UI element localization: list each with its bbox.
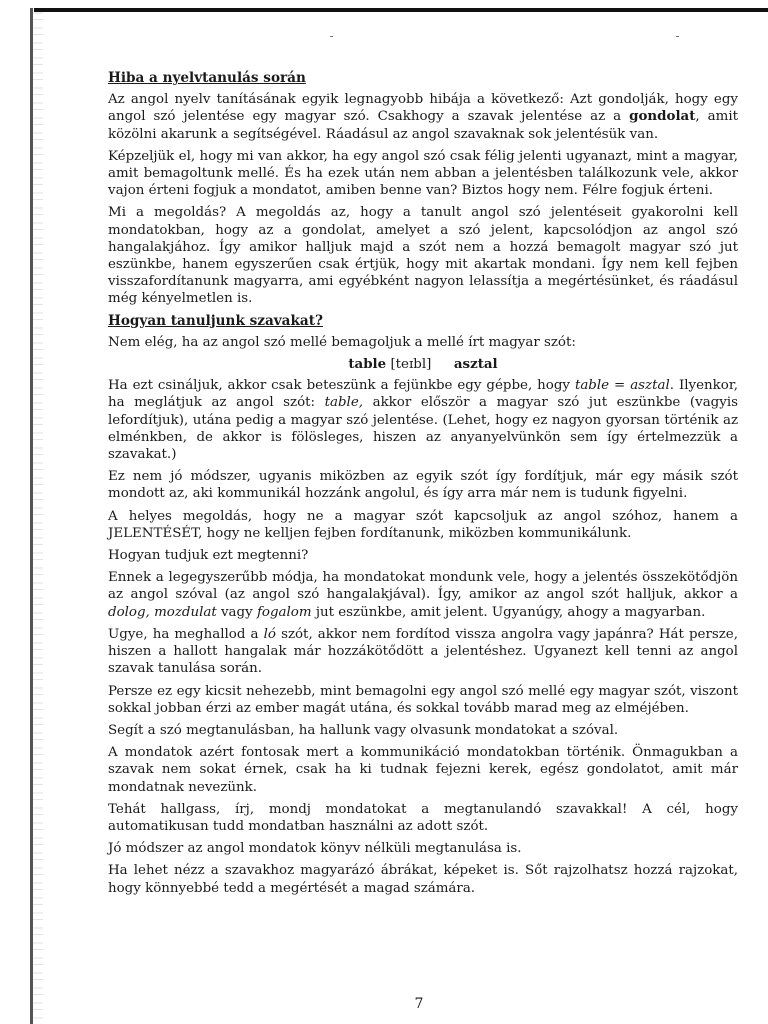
paragraph: Hogyan tudjuk ezt megtenni? xyxy=(108,548,309,564)
scan-edge-noise xyxy=(33,12,43,1024)
paragraph: A mondatok azért fontosak mert a kommunikáció mondatokban történik. Önmagukban a szavak nem sokat érnek, csak ha ki tudnak fejezni kerek, egész gondolatot, amit már mondatnak nevezünk. xyxy=(108,745,738,795)
text-run: akkor először a magyar szó jut eszünkbe (vagyis lefordítjuk), utána pedig a magyar szó jelentése. (Lehet, hogy ez nagyon gyorsan történik az elménkben, de akkor is fölösleges, hiszen az anyanyelvünkön sem így értelmezzük a szavakat.) xyxy=(108,395,738,463)
paragraph: Ha lehet nézz a szavakhoz magyarázó ábrákat, képeket is. Sőt rajzolhatsz hozzá rajzokat, hogy könnyebbé tedd a megértését a magad számára. xyxy=(108,863,738,896)
italic-term: table, xyxy=(324,395,364,411)
text-run: . Ilyenkor, ha meglátjuk az angol szót: xyxy=(108,378,738,411)
example-pronunciation: [teɪbl] xyxy=(390,357,432,373)
italic-term: table = asztal xyxy=(574,378,670,394)
italic-term: dolog, mozdulat xyxy=(108,604,217,620)
page-number: 7 xyxy=(414,996,424,1012)
text-run: Ugye, ha meghallod a xyxy=(108,626,264,642)
paragraph: Ez nem jó módszer, ugyanis miközben az egyik szót így fordítjuk, már egy másik szót mondott az, aki kommunikál hozzánk angolul, és így arra már nem is tudunk figyelni. xyxy=(108,469,738,502)
example-english-word: table xyxy=(348,356,387,373)
paragraph: Mi a megoldás? A megoldás az, hogy a tanult angol szó jelentéseit gyakorolni kell mondatokban, hogy az a gondolat, amelyet a szó jelent, kapcsolódjon az angol szó hangalakjához. Így amikor halljuk majd a szót nem a hozzá bemagolt magyar szó jut eszünkbe, hanem egyszerűen csak értjük, hogy mit akartak mondani. Így nem kell fejben visszafordítanunk magyarra, ami egyébként nagyon lelassítja a megértésünket, és ráadásul még kényelmetlen is. xyxy=(108,205,738,307)
paragraph: Jó módszer az angol mondatok könyv nélküli megtanulása is. xyxy=(108,841,522,857)
text-run: Az angol nyelv tanításának egyik legnagyobb hibája a következő: Azt gondolják, hogy egy angol szó jelentése egy magyar szó. Csakhogy a szavak jelentése az a xyxy=(108,92,738,125)
example-hungarian-word: asztal xyxy=(453,356,498,373)
document-page xyxy=(108,70,738,902)
scan-speck xyxy=(676,36,679,37)
section-heading: Hogyan tanuljunk szavakat? xyxy=(108,312,323,329)
bold-term: gondolat xyxy=(629,108,696,125)
text-run: , amit közölni akarunk a segítségével. Ráadásul az angol szavaknak sok jelentésük van. xyxy=(108,109,738,142)
text-run: jut eszünkbe, amit jelent. Ugyanúgy, ahogy a magyarban. xyxy=(311,604,706,620)
scan-speck xyxy=(330,36,333,37)
text-run: szót, akkor nem fordítod vissza angolra vagy japánra? Hát persze, hiszen a hallott hangalak már hozzákötődött a jelentéshez. Ugyanezt kell tenni az angol szavak tanulása során. xyxy=(108,626,738,677)
paragraph: Persze ez egy kicsit nehezebb, mint bemagolni egy angol szó mellé egy magyar szót, viszont sokkal jobban érzi az ember magát utána, és sokkal tovább marad meg az elméjében. xyxy=(108,683,738,716)
text-run: vagy xyxy=(216,604,257,620)
italic-term: fogalom xyxy=(256,604,312,620)
paragraph xyxy=(108,91,738,143)
paragraph: Tehát hallgass, írj, mondj mondatokat a megtanulandó szavakkal! A cél, hogy automatikusan tudd mondatban használni az adott szót. xyxy=(108,801,738,834)
paragraph: Nem elég, ha az angol szó mellé bemagoljuk a mellé írt magyar szót: xyxy=(108,334,576,350)
paragraph xyxy=(108,626,738,678)
text-run: Ha ezt csináljuk, akkor csak beteszünk a fejünkbe egy gépbe, hogy xyxy=(108,378,575,394)
top-border-line xyxy=(34,8,768,12)
paragraph: Segít a szó megtanulásban, ha hallunk vagy olvasunk mondatokat a szóval. xyxy=(108,722,619,738)
paragraph: A helyes megoldás, hogy ne a magyar szót kapcsoljuk az angol szóhoz, hanem a JELENTÉSÉT, hogy ne kelljen fejben fordítanunk, miközben kommunikálunk. xyxy=(108,508,738,541)
text-run: Ennek a legegyszerűbb módja, ha mondatokat mondunk vele, hogy a jelentés összekötődjön az angol szóval (az angol szó hangalakjával). Így, amikor az angol szót halljuk, akkor a xyxy=(108,570,738,603)
paragraph xyxy=(108,569,738,621)
paragraph: Képzeljük el, hogy mi van akkor, ha egy angol szó csak félig jelenti ugyanazt, mint a magyar, amit bemagoltunk mellé. És ha ezek után nem abban a jelentésben találkozunk vele, akkor vajon érteni fogjuk a mondatot, amiben benne van? Biztos hogy nem. Félre fogjuk érteni. xyxy=(108,148,738,199)
section-heading: Hiba a nyelvtanulás során xyxy=(108,70,306,86)
paragraph xyxy=(108,377,738,463)
vocabulary-example xyxy=(108,356,738,373)
italic-term: ló xyxy=(263,626,276,642)
